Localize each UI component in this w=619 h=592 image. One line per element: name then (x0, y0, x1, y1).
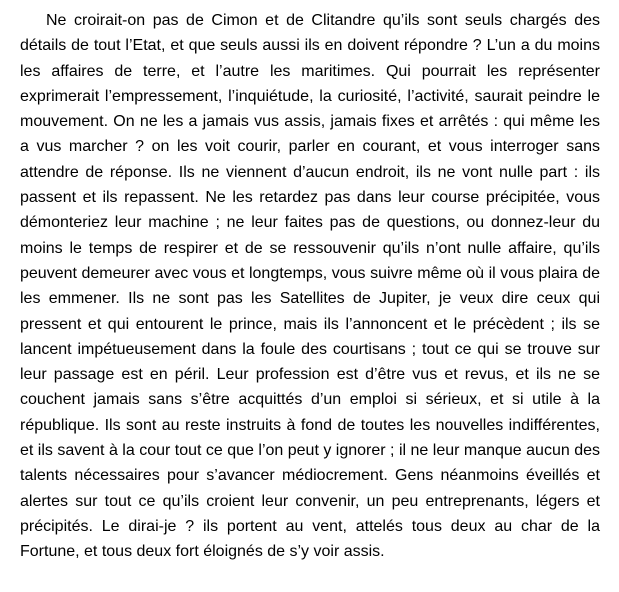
document-page (20, 8, 600, 565)
body-paragraph: Ne croirait-on pas de Cimon et de Clitandre qu’ils sont seuls chargés des détails de tout l’Etat, et que seuls aussi ils en doivent répondre ? L’un a du moins les affaires de terre, et l’autre les maritimes. Qui pourrait les représenter exprimerait l’empressement, l’inquiétude, la curiosité, l’activité, saurait peindre le mouvement. On ne les a jamais vus assis, jamais fixes et arrêtés : qui même les a vus marcher ? on les voit courir, parler en courant, et vous interroger sans attendre de réponse. Ils ne viennent d’aucun endroit, ils ne vont nulle part : ils passent et ils repassent. Ne les retardez pas dans leur course précipitée, vous démonteriez leur machine ; ne leur faites pas de questions, ou donnez-leur du moins le temps de respirer et de se ressouvenir qu’ils n’ont nulle affaire, qu’ils peuvent demeurer avec vous et longtemps, vous suivre même où il vous plaira de les emmener. Ils ne sont pas les Satellites de Jupiter, je veux dire ceux qui pressent et qui entourent le prince, mais ils l’annoncent et le précèdent ; ils se lancent impétueusement dans la foule des courtisans ; tout ce qui se trouve sur leur passage est en péril. Leur profession est d’être vus et revus, et ils ne se couchent jamais sans s’être acquittés d’un emploi si sérieux, et si utile à la république. Ils sont au reste instruits à fond de toutes les nouvelles indifférentes, et ils savent à la cour tout ce que l’on peut y ignorer ; il ne leur manque aucun des talents nécessaires pour s’avancer médiocrement. Gens néanmoins éveillés et alertes sur tout ce qu’ils croient leur convenir, un peu entreprenants, légers et précipités. Le dirai-je ? ils portent au vent, attelés tous deux au char de la Fortune, et tous deux fort éloignés de s’y voir assis. (20, 12, 600, 561)
